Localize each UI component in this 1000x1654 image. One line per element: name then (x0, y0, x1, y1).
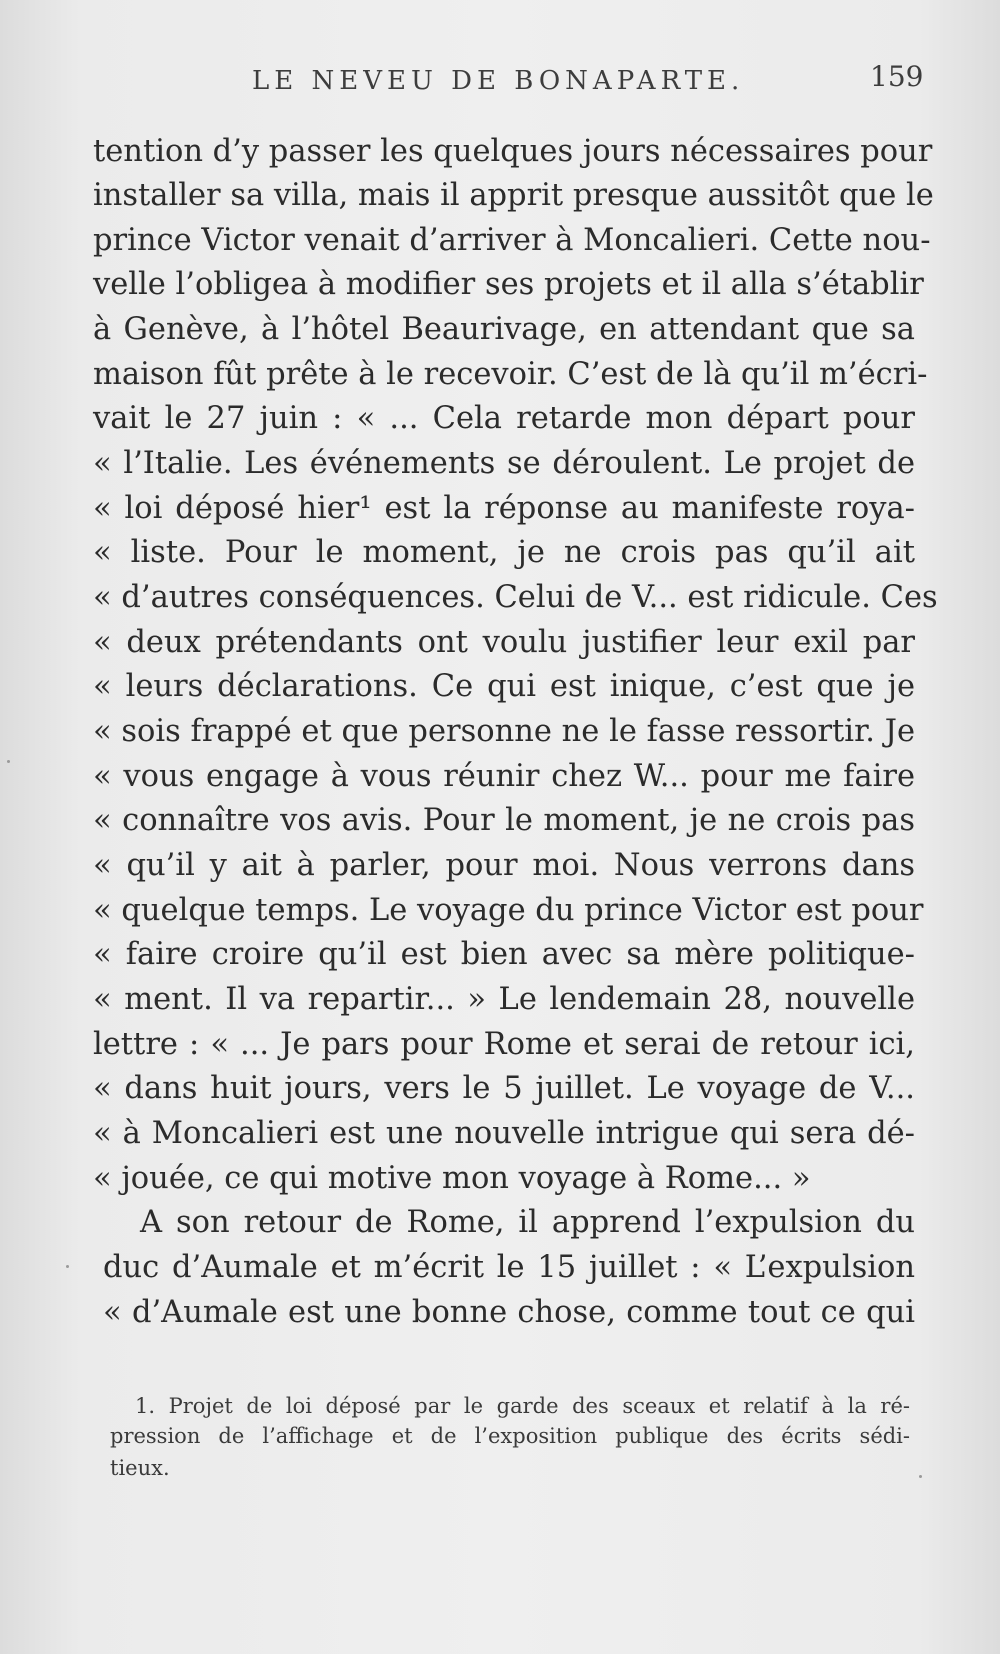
body-line-15: « vous engage à vous réunir chez W... pour me faire (93, 759, 915, 794)
footnote-line-2: pression de l’affichage et de l’exposition publique des écrits sédi- (110, 1424, 910, 1448)
body-line-12: « deux prétendants ont voulu justifier leur exil par (93, 625, 915, 660)
body-line-20: « ment. Il va repartir... » Le lendemain 28, nouvelle (93, 982, 915, 1017)
body-line-19: « faire croire qu’il est bien avec sa mère politique- (93, 937, 915, 972)
body-line-5: à Genève, à l’hôtel Beaurivage, en attendant que sa (93, 312, 915, 347)
paper-speck (66, 1265, 69, 1268)
body-line-3: prince Victor venait d’arriver à Moncalieri. Cette nou- (93, 223, 931, 258)
body-line-10: « liste. Pour le moment, je ne crois pas qu’il ait (93, 535, 915, 570)
body-line-6: maison fût prête à le recevoir. C’est de là qu’il m’écri- (93, 357, 928, 392)
body-line-7: vait le 27 juin : « ... Cela retarde mon départ pour (93, 401, 915, 436)
body-line-14: « sois frappé et que personne ne le fasse ressortir. Je (93, 714, 915, 749)
footnote-line-3: tieux. (110, 1456, 170, 1480)
body-line-17: « qu’il y ait à parler, pour moi. Nous verrons dans (93, 848, 915, 883)
page-number: 159 (870, 60, 924, 93)
body-line-8: « l’Italie. Les événements se déroulent. Le projet de (93, 446, 915, 481)
body-line-23: « à Moncalieri est une nouvelle intrigue qui sera dé- (93, 1116, 915, 1151)
body-line-2: installer sa villa, mais il apprit presque aussitôt que le (93, 178, 934, 213)
paper-speck (7, 760, 10, 763)
body-line-4: velle l’obligea à modifier ses projets et il alla s’établir (93, 267, 924, 302)
body-line-9: « loi déposé hier¹ est la réponse au manifeste roya- (93, 491, 915, 526)
body-line-18: « quelque temps. Le voyage du prince Victor est pour (93, 893, 924, 928)
body-line-24: « jouée, ce qui motive mon voyage à Rome... » (93, 1161, 811, 1196)
body-line-13: « leurs déclarations. Ce qui est inique, c’est que je (93, 669, 915, 704)
body-line-27: « d’Aumale est une bonne chose, comme tout ce qui (103, 1295, 915, 1330)
body-line-1: tention d’y passer les quelques jours nécessaires pour (93, 134, 933, 169)
body-line-26: duc d’Aumale et m’écrit le 15 juillet : « L’expulsion (103, 1250, 915, 1285)
body-line-22: « dans huit jours, vers le 5 juillet. Le voyage de V... (93, 1071, 915, 1106)
running-title: LE NEVEU DE BONAPARTE. (252, 66, 745, 96)
footnote-line-1: 1. Projet de loi déposé par le garde des sceaux et relatif à la ré- (135, 1394, 910, 1418)
body-line-25: A son retour de Rome, il apprend l’expulsion du (140, 1205, 915, 1240)
body-line-21: lettre : « ... Je pars pour Rome et serai de retour ici, (93, 1027, 915, 1062)
body-line-16: « connaître vos avis. Pour le moment, je ne crois pas (93, 803, 915, 838)
paper-speck (919, 1475, 922, 1478)
body-line-11: « d’autres conséquences. Celui de V... est ridicule. Ces (93, 580, 938, 615)
